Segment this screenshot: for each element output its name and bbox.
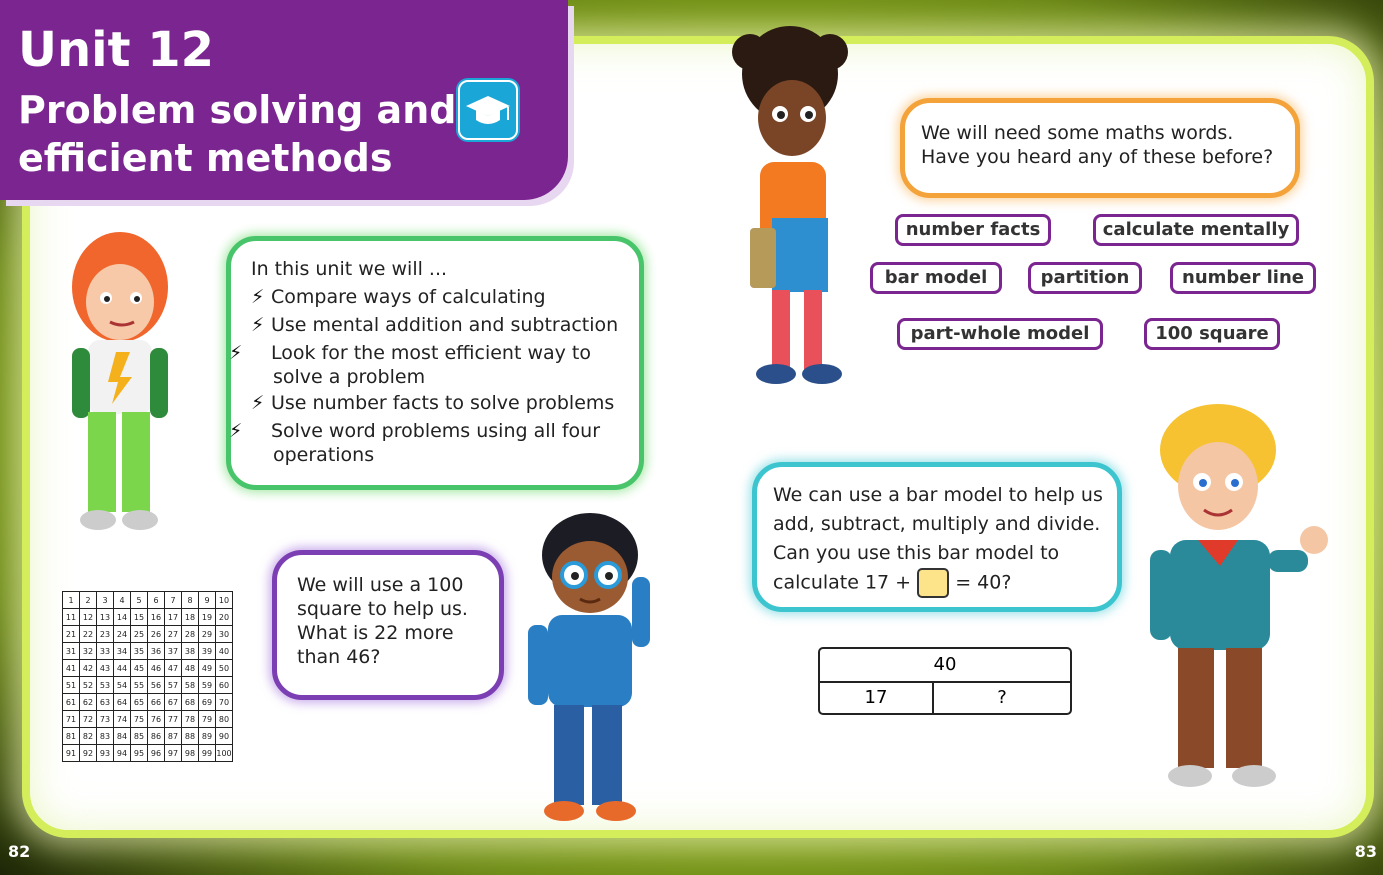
hundred-square-cell: 95 <box>131 745 148 762</box>
unit-subtitle: Problem solving and efficient methods <box>18 88 457 180</box>
lightning-bolt-icon: ⚡ <box>251 314 265 336</box>
hundred-square-cell: 59 <box>199 677 216 694</box>
hundred-square-cell: 37 <box>165 643 182 660</box>
hundred-square-cell: 20 <box>216 609 233 626</box>
word-partition: partition <box>1028 262 1142 294</box>
hundred-square-cell: 81 <box>63 728 80 745</box>
hundred-square-cell: 26 <box>148 626 165 643</box>
hundred-square-cell: 48 <box>182 660 199 677</box>
bar-model <box>818 647 1072 715</box>
character-boy-blond <box>1140 400 1340 795</box>
hundred-square-cell: 41 <box>63 660 80 677</box>
hundred-square-cell: 58 <box>182 677 199 694</box>
hundred-square-cell: 7 <box>165 592 182 609</box>
hundred-square-cell: 83 <box>97 728 114 745</box>
hundred-square-cell: 73 <box>97 711 114 728</box>
hundred-square-cell: 64 <box>114 694 131 711</box>
unit-title: Unit 12 <box>18 22 215 78</box>
word-part-whole-model: part-whole model <box>897 318 1103 350</box>
intro-speech-bubble <box>226 236 644 490</box>
hundred-square-cell: 4 <box>114 592 131 609</box>
hundred-square-cell: 60 <box>216 677 233 694</box>
hundred-square-cell: 44 <box>114 660 131 677</box>
hundred-square-cell: 32 <box>80 643 97 660</box>
hundred-square-cell: 40 <box>216 643 233 660</box>
hundred-square-cell: 27 <box>165 626 182 643</box>
hundred-square-cell: 22 <box>80 626 97 643</box>
hundred-square-cell: 85 <box>131 728 148 745</box>
bar-model-speech-bubble <box>752 462 1122 612</box>
hundred-square-speech-bubble <box>272 550 504 700</box>
page-number-right: 83 <box>1354 842 1377 861</box>
hundred-square-cell: 13 <box>97 609 114 626</box>
hundred-square-cell: 100 <box>216 745 233 762</box>
hundred-square-cell: 2 <box>80 592 97 609</box>
hundred-square-cell: 23 <box>97 626 114 643</box>
hundred-square-cell: 12 <box>80 609 97 626</box>
answer-box[interactable] <box>917 568 949 598</box>
hundred-square-cell: 86 <box>148 728 165 745</box>
hundred-square-cell: 72 <box>80 711 97 728</box>
intro-item: Use mental addition and subtraction <box>271 314 619 336</box>
hundred-square-cell: 70 <box>216 694 233 711</box>
hundred-square-cell: 42 <box>80 660 97 677</box>
lightning-bolt-icon: ⚡ <box>229 420 243 442</box>
character-girl-curly-hair <box>720 22 855 392</box>
hundred-square-cell: 82 <box>80 728 97 745</box>
hundred-square-cell: 93 <box>97 745 114 762</box>
hundred-square-cell: 94 <box>114 745 131 762</box>
bar-bubble-text-end: = 40? <box>955 571 1012 594</box>
hundred-square-cell: 35 <box>131 643 148 660</box>
hundred-square <box>62 591 233 762</box>
hundred-square-cell: 63 <box>97 694 114 711</box>
hundred-square-cell: 43 <box>97 660 114 677</box>
hundred-square-cell: 31 <box>63 643 80 660</box>
lightning-bolt-icon: ⚡ <box>251 286 265 308</box>
hundred-square-cell: 65 <box>131 694 148 711</box>
hundred-square-cell: 21 <box>63 626 80 643</box>
hundred-square-cell: 67 <box>165 694 182 711</box>
character-boy-glasses <box>520 505 660 825</box>
word-calculate-mentally: calculate mentally <box>1093 214 1299 246</box>
hundred-square-cell: 45 <box>131 660 148 677</box>
words-bubble-text: We will need some maths words. Have you heard any of these before? <box>921 122 1274 168</box>
hundred-square-cell: 1 <box>63 592 80 609</box>
hundred-square-cell: 46 <box>148 660 165 677</box>
hundred-square-cell: 89 <box>199 728 216 745</box>
hundred-square-cell: 84 <box>114 728 131 745</box>
word-100-square: 100 square <box>1144 318 1280 350</box>
hundred-square-cell: 49 <box>199 660 216 677</box>
hundred-square-cell: 33 <box>97 643 114 660</box>
hundred-square-cell: 74 <box>114 711 131 728</box>
intro-item: Look for the most efficient way to solve a problem <box>271 342 591 388</box>
hundred-square-cell: 69 <box>199 694 216 711</box>
hundred-square-cell: 51 <box>63 677 80 694</box>
word-number-facts: number facts <box>895 214 1051 246</box>
hundred-square-cell: 3 <box>97 592 114 609</box>
hundred-square-cell: 30 <box>216 626 233 643</box>
hundred-square-cell: 9 <box>199 592 216 609</box>
hundred-square-cell: 39 <box>199 643 216 660</box>
hundred-square-cell: 92 <box>80 745 97 762</box>
hundred-square-cell: 47 <box>165 660 182 677</box>
bar-model-part-b: ? <box>997 687 1007 708</box>
intro-item: Use number facts to solve problems <box>271 392 615 414</box>
intro-item: Compare ways of calculating <box>271 286 546 308</box>
hundred-square-cell: 68 <box>182 694 199 711</box>
hundred-square-cell: 17 <box>165 609 182 626</box>
hundred-square-cell: 71 <box>63 711 80 728</box>
hundred-square-cell: 96 <box>148 745 165 762</box>
hundred-square-cell: 38 <box>182 643 199 660</box>
hundred-square-cell: 90 <box>216 728 233 745</box>
hundred-square-cell: 80 <box>216 711 233 728</box>
hundred-square-cell: 61 <box>63 694 80 711</box>
hundred-square-cell: 15 <box>131 609 148 626</box>
hundred-square-cell: 87 <box>165 728 182 745</box>
vocabulary-speech-bubble <box>900 98 1300 198</box>
hundred-square-cell: 10 <box>216 592 233 609</box>
hundred-square-cell: 78 <box>182 711 199 728</box>
bar-bubble-text: We can use a bar model to help us add, subtract, multiply and divide. Can you use this bar model to calculate 17 + <box>773 484 1103 594</box>
hundred-square-cell: 99 <box>199 745 216 762</box>
word-number-line: number line <box>1170 262 1316 294</box>
hundred-square-cell: 76 <box>148 711 165 728</box>
hundred-square-cell: 6 <box>148 592 165 609</box>
intro-item: Solve word problems using all four operations <box>271 420 601 466</box>
hundred-square-cell: 34 <box>114 643 131 660</box>
hundred-square-cell: 91 <box>63 745 80 762</box>
hundred-square-cell: 36 <box>148 643 165 660</box>
hundred-square-cell: 16 <box>148 609 165 626</box>
hundred-square-cell: 56 <box>148 677 165 694</box>
lightning-bolt-icon: ⚡ <box>229 342 243 364</box>
hundred-square-cell: 24 <box>114 626 131 643</box>
page-number-left: 82 <box>8 842 31 861</box>
hundred-square-cell: 19 <box>199 609 216 626</box>
hundred-square-cell: 8 <box>182 592 199 609</box>
hundred-square-cell: 28 <box>182 626 199 643</box>
intro-lead: In this unit we will ... <box>251 258 448 280</box>
hundred-square-cell: 75 <box>131 711 148 728</box>
hundred-square-cell: 79 <box>199 711 216 728</box>
hundred-square-cell: 77 <box>165 711 182 728</box>
hundred-square-cell: 57 <box>165 677 182 694</box>
hundred-square-cell: 97 <box>165 745 182 762</box>
hundred-square-cell: 18 <box>182 609 199 626</box>
character-girl-red-hair <box>60 232 185 537</box>
hundred-square-cell: 66 <box>148 694 165 711</box>
bar-model-part-a: 17 <box>820 683 934 713</box>
hundred-square-cell: 50 <box>216 660 233 677</box>
hundred-square-cell: 14 <box>114 609 131 626</box>
mortarboard-icon[interactable] <box>458 80 518 140</box>
hundred-square-cell: 88 <box>182 728 199 745</box>
hundred-square-cell: 53 <box>97 677 114 694</box>
hundred-square-cell: 29 <box>199 626 216 643</box>
hundred-square-cell: 98 <box>182 745 199 762</box>
unit-header <box>0 0 568 200</box>
hundred-square-cell: 25 <box>131 626 148 643</box>
lightning-bolt-icon: ⚡ <box>251 392 265 414</box>
hundred-bubble-text: We will use a 100 square to help us. What is 22 more than 46? <box>297 574 468 668</box>
hundred-square-cell: 62 <box>80 694 97 711</box>
hundred-square-cell: 5 <box>131 592 148 609</box>
bar-model-total: 40 <box>820 649 1070 683</box>
hundred-square-cell: 52 <box>80 677 97 694</box>
word-bar-model: bar model <box>870 262 1002 294</box>
hundred-square-cell: 54 <box>114 677 131 694</box>
hundred-square-cell: 11 <box>63 609 80 626</box>
hundred-square-cell: 55 <box>131 677 148 694</box>
